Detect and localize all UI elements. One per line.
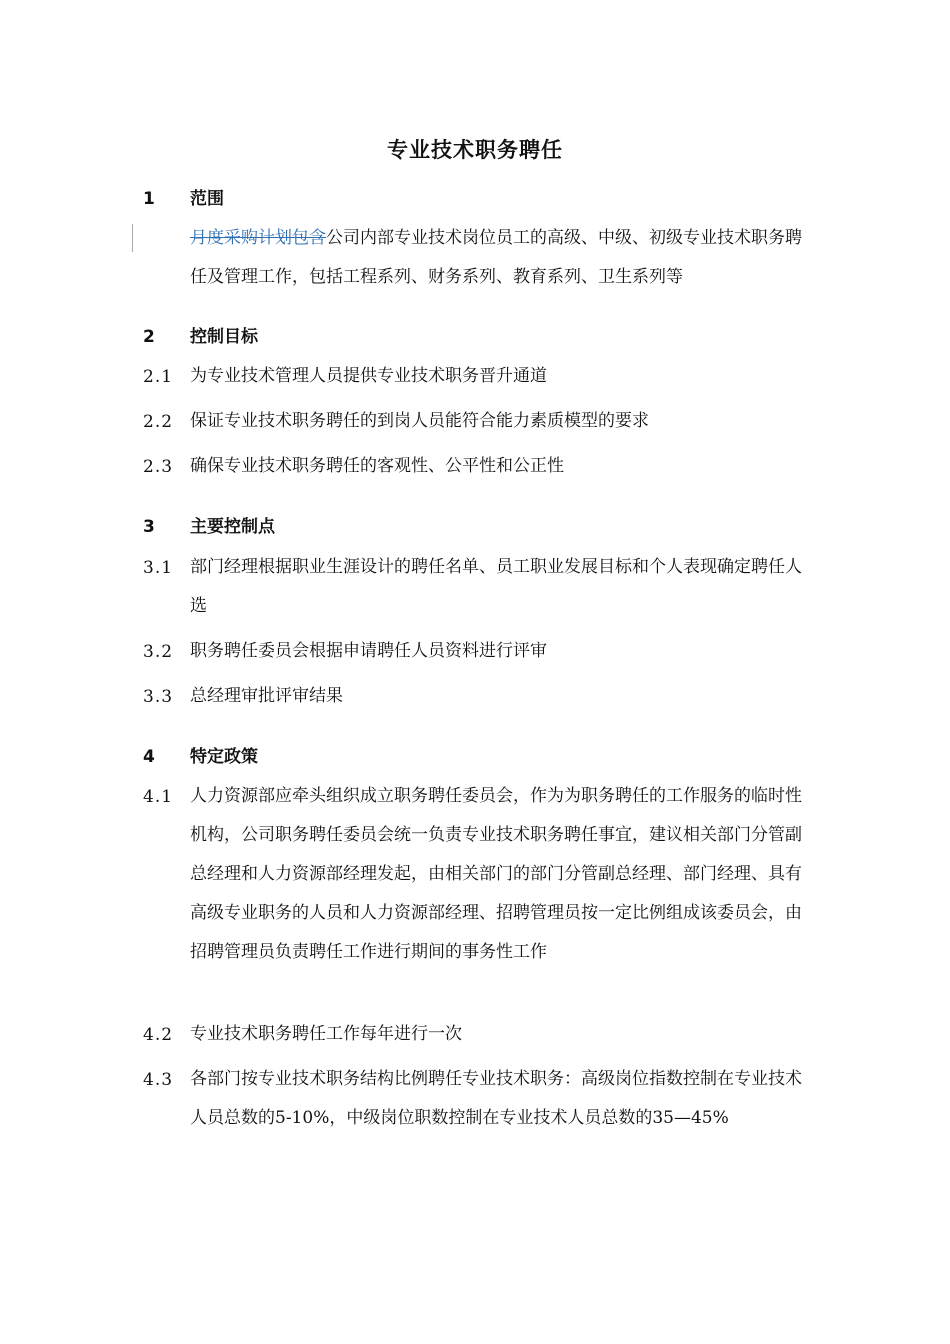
section-heading-2 bbox=[143, 322, 258, 347]
item-number: 4.1 bbox=[143, 787, 174, 807]
section-number: 3 bbox=[143, 517, 155, 537]
item-number: 2.1 bbox=[143, 367, 174, 387]
item-number: 3.3 bbox=[143, 687, 174, 707]
section-title: 控制目标 bbox=[190, 327, 258, 347]
list-item bbox=[143, 558, 813, 626]
list-item bbox=[143, 1070, 813, 1138]
item-text: 为专业技术管理人员提供专业技术职务晋升通道 bbox=[190, 366, 547, 386]
item-text: 人力资源部应牵头组织成立职务聘任委员会，作为为职务聘任的工作服务的临时性机构，公司职务聘任委员会统一负责专业技术职务聘任事宜，建议相关部门分管副总经理和人力资源部经理发起，由相关部门的部门分管副总经理、部门经理、具有高级专业职务的人员和人力资源部经理、招聘管理员按一定比例组成该委员会，由招聘管理员负责聘任工作进行期间的事务性工作 bbox=[190, 786, 802, 962]
deleted-text: 月度采购计划包含 bbox=[190, 228, 326, 248]
section-title: 主要控制点 bbox=[190, 517, 275, 537]
section-number: 2 bbox=[143, 327, 155, 347]
item-text: 各部门按专业技术职务结构比例聘任专业技术职务：高级岗位指数控制在专业技术人员总数的5-10%，中级岗位职数控制在专业技术人员总数的35—45% bbox=[190, 1069, 802, 1128]
item-text: 职务聘任委员会根据申请聘任人员资料进行评审 bbox=[190, 641, 547, 661]
section-heading-4 bbox=[143, 742, 258, 767]
section-number: 1 bbox=[143, 189, 155, 209]
item-number: 4.2 bbox=[143, 1025, 174, 1045]
section-title: 特定政策 bbox=[190, 747, 258, 767]
section-heading-1 bbox=[143, 184, 224, 209]
item-number: 4.3 bbox=[143, 1070, 174, 1090]
item-text: 专业技术职务聘任工作每年进行一次 bbox=[190, 1024, 462, 1044]
list-item bbox=[143, 1025, 813, 1054]
item-text: 部门经理根据职业生涯设计的聘任名单、员工职业发展目标和个人表现确定聘任人选 bbox=[190, 557, 802, 616]
item-number: 2.2 bbox=[143, 412, 174, 432]
item-text: 保证专业技术职务聘任的到岗人员能符合能力素质模型的要求 bbox=[190, 411, 649, 431]
list-item bbox=[143, 367, 813, 396]
section-number: 4 bbox=[143, 747, 155, 767]
section-title: 范围 bbox=[190, 189, 224, 209]
item-text: 确保专业技术职务聘任的客观性、公平性和公正性 bbox=[190, 456, 564, 476]
scope-text: 公司内部专业技术岗位员工的高级、中级、初级专业技术职务聘任及管理工作，包括工程系列、财务系列、教育系列、卫生系列等 bbox=[190, 228, 802, 287]
list-item bbox=[143, 457, 813, 486]
list-item bbox=[143, 687, 813, 716]
item-number: 3.2 bbox=[143, 642, 174, 662]
page-title: 专业技术职务聘任 bbox=[387, 138, 563, 162]
item-number: 3.1 bbox=[143, 558, 174, 578]
item-text: 总经理审批评审结果 bbox=[190, 686, 343, 706]
list-item bbox=[143, 787, 813, 972]
list-item bbox=[143, 412, 813, 441]
scope-paragraph bbox=[190, 219, 810, 297]
revision-bar bbox=[132, 224, 133, 252]
list-item bbox=[143, 642, 813, 671]
section-heading-3 bbox=[143, 512, 275, 537]
item-number: 2.3 bbox=[143, 457, 174, 477]
